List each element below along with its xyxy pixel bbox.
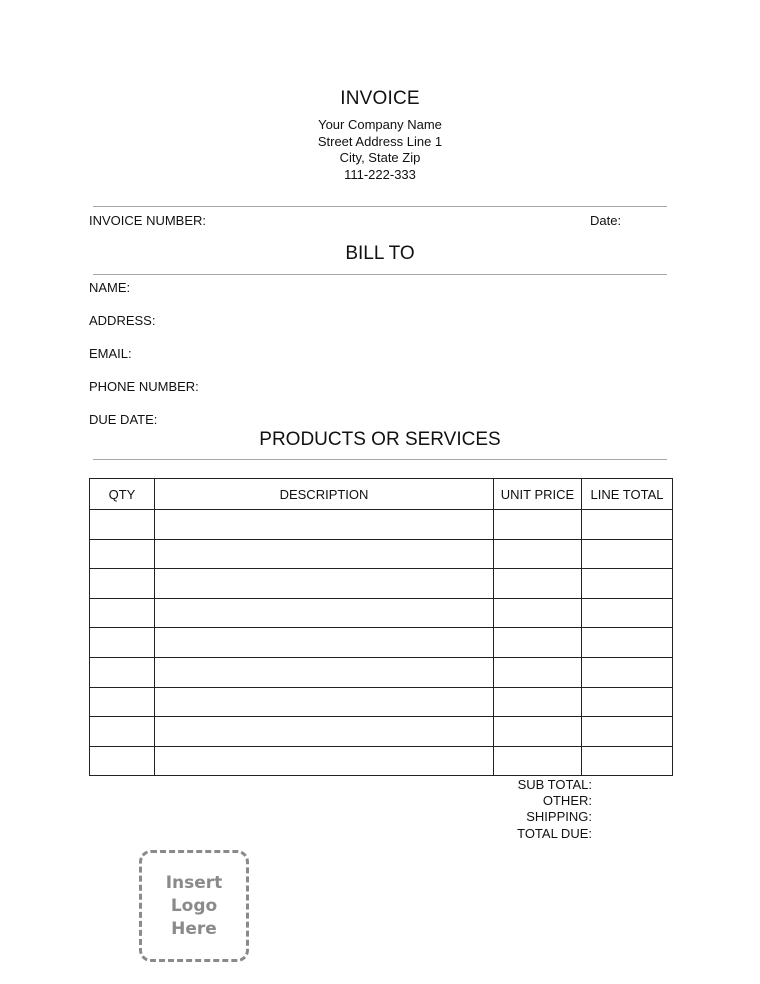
company-street: Street Address Line 1 — [317, 133, 443, 149]
column-header-line-total: LINE TOTAL — [582, 479, 673, 510]
bill-to-heading: BILL TO — [345, 243, 415, 264]
line-total-cell — [582, 539, 673, 569]
description-cell — [155, 628, 494, 658]
table-row — [90, 717, 673, 747]
name-label: NAME: — [89, 280, 131, 295]
table-row — [90, 569, 673, 599]
line-total-cell — [582, 687, 673, 717]
table-row — [90, 539, 673, 569]
logo-placeholder-line2: Logo — [170, 895, 218, 916]
other-label: OTHER: — [542, 793, 592, 809]
table-header-row — [90, 479, 673, 510]
qty-cell — [90, 569, 155, 599]
company-block — [0, 117, 760, 183]
description-cell — [155, 657, 494, 687]
shipping-label: SHIPPING: — [526, 809, 592, 825]
divider-products — [93, 459, 667, 460]
qty-cell — [90, 510, 155, 540]
line-total-cell — [582, 657, 673, 687]
company-phone: 111-222-333 — [344, 166, 416, 182]
qty-cell — [90, 687, 155, 717]
unit-price-cell — [494, 717, 582, 747]
date-label: Date: — [590, 213, 622, 228]
line-total-cell — [582, 628, 673, 658]
phone-number-label: PHONE NUMBER: — [89, 379, 199, 394]
divider-header — [93, 206, 667, 207]
line-total-cell — [582, 746, 673, 776]
email-label: EMAIL: — [89, 346, 132, 361]
total-due-label: TOTAL DUE: — [517, 825, 592, 841]
description-cell — [155, 687, 494, 717]
description-cell — [155, 598, 494, 628]
unit-price-cell — [494, 598, 582, 628]
table-row — [90, 746, 673, 776]
divider-bill-to — [93, 274, 667, 275]
qty-cell — [90, 746, 155, 776]
line-total-cell — [582, 598, 673, 628]
qty-cell — [90, 539, 155, 569]
description-cell — [155, 510, 494, 540]
invoice-title: INVOICE — [340, 88, 420, 109]
logo-placeholder-line3: Here — [171, 918, 217, 939]
products-heading: PRODUCTS OR SERVICES — [259, 429, 501, 450]
invoice-number-label: INVOICE NUMBER: — [89, 213, 207, 228]
table-row — [90, 628, 673, 658]
unit-price-cell — [494, 569, 582, 599]
column-header-unit-price: UNIT PRICE — [494, 479, 582, 510]
company-name: Your Company Name — [318, 117, 442, 132]
table-row — [90, 598, 673, 628]
description-cell — [155, 746, 494, 776]
qty-cell — [90, 717, 155, 747]
qty-cell — [90, 628, 155, 658]
unit-price-cell — [494, 657, 582, 687]
table-row — [90, 510, 673, 540]
unit-price-cell — [494, 539, 582, 569]
qty-cell — [90, 598, 155, 628]
logo-placeholder — [139, 850, 249, 962]
line-total-cell — [582, 510, 673, 540]
qty-cell — [90, 657, 155, 687]
address-label: ADDRESS: — [89, 313, 156, 328]
company-city-state-zip: City, State Zip — [339, 150, 421, 165]
unit-price-cell — [494, 628, 582, 658]
products-table — [89, 478, 673, 776]
unit-price-cell — [494, 510, 582, 540]
column-header-qty: QTY — [90, 479, 155, 510]
table-row — [90, 657, 673, 687]
table-row — [90, 687, 673, 717]
description-cell — [155, 569, 494, 599]
sub-total-label: SUB TOTAL: — [517, 777, 592, 792]
unit-price-cell — [494, 746, 582, 776]
column-header-description: DESCRIPTION — [155, 479, 494, 510]
totals-block — [440, 777, 592, 842]
unit-price-cell — [494, 687, 582, 717]
description-cell — [155, 539, 494, 569]
due-date-label: DUE DATE: — [89, 412, 158, 427]
logo-placeholder-line1: Insert — [165, 872, 223, 893]
line-total-cell — [582, 717, 673, 747]
line-total-cell — [582, 569, 673, 599]
description-cell — [155, 717, 494, 747]
